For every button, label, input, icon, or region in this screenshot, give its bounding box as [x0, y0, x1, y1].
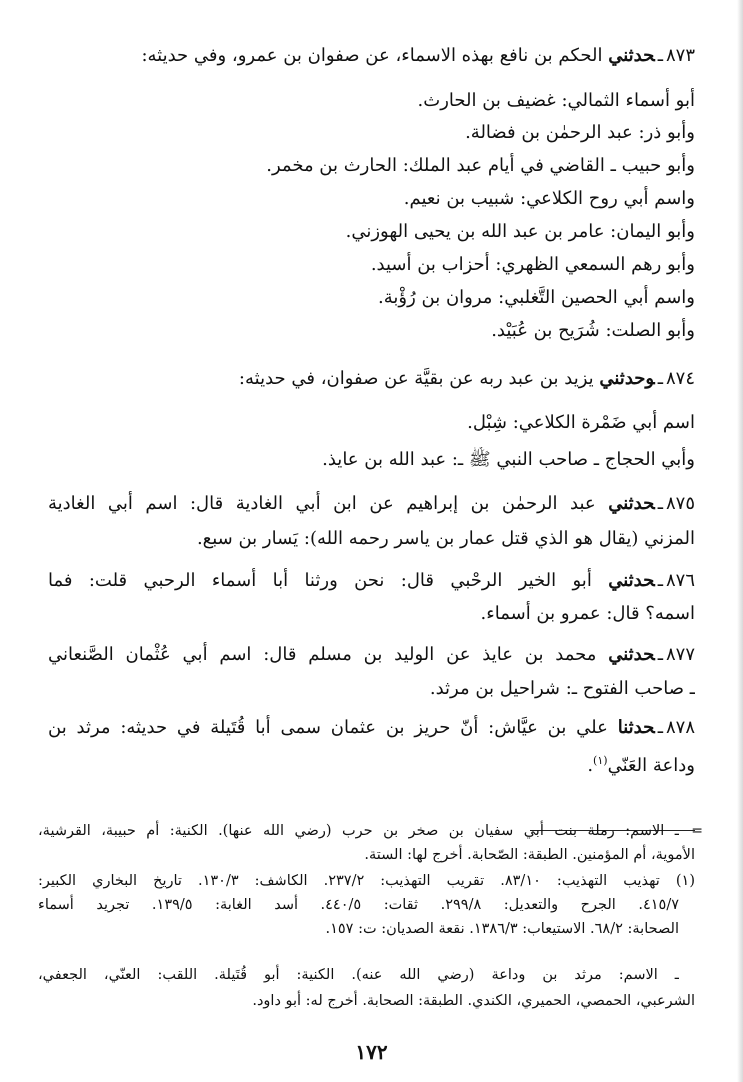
name-line: وأبو اليمان: عامر بن عبد الله بن يحيى الهوزني.	[345, 221, 695, 242]
name-line: واسم أبي روح الكلاعي: شبيب بن نعيم.	[403, 188, 695, 209]
hadith-875-line1: ٨٧٥ـحدثني عبد الرحمٰن بن إبراهيم عن ابن أبي الغادية قال: اسم أبي الغادية	[48, 493, 695, 514]
continuation-mark: =	[691, 823, 703, 839]
name-line: وأبي الحجاج ـ صاحب النبي ﷺ ـ: عبد الله بن عايذ.	[322, 449, 695, 470]
narration-lead: وحدثني	[599, 368, 655, 389]
hadith-876-line1: ٨٧٦ـحدثني أبو الخير الرحْبي قال: نحن ورثنا أبا أسماء الرحبي قلت: فما	[48, 570, 695, 591]
hadith-text: علي بن عيَّاش: أنّ حريز بن عثمان سمى أبا قُتَيلة في حديثه: مرثد بن	[48, 717, 608, 738]
hadith-text: وداعة العَنّي	[607, 755, 695, 776]
name-line: أبو أسماء الثمالي: غضيف بن الحارث.	[417, 90, 695, 111]
footnote-1-line3: الصحابة: ٦٨/٢. الاستيعاب: ١٣٨٦/٣. نقعة الصديان: ت: ١٥٧.	[325, 921, 679, 937]
hadith-text: عبد الرحمٰن بن إبراهيم عن ابن أبي الغادية قال: اسم أبي الغادية	[48, 493, 596, 514]
footnote-1-line4: ـ الاسم: مرثد بن وداعة (رضي الله عنه). الكنية: أبو قُتَيلة. اللقب: العنّي، الجعفي،	[38, 967, 679, 983]
page-number: ١٧٢	[355, 1040, 388, 1064]
hadith-876-line2: اسمه؟ قال: عمرو بن أسماء.	[480, 603, 695, 624]
footnote-continued-line2: الأموية، أم المؤمنين. الطبقة: الصّحابة. أخرج لها: الستة.	[364, 847, 695, 863]
hadith-text: أبو الخير الرحْبي قال: نحن ورثنا أبا أسماء الرحبي قلت: فما	[48, 570, 592, 591]
hadith-877-line1: ٨٧٧ـحدثني محمد بن عايذ عن الوليد بن مسلم قال: اسم أبي عُثْمان الصَّنعاني	[48, 644, 695, 665]
hadith-874-heading: ٨٧٤ـوحدثني يزيد بن عبد ربه عن بقيَّة عن صفوان، في حديثه:	[238, 368, 695, 389]
name-line: اسم أبي ضَمْرة الكلاعي: شِبْل.	[467, 412, 695, 433]
footnote-continued-line1: ـ الاسم: رملة بنت أبي سفيان بن صخر بن حرب (رضي الله عنها). الكنية: أم حبيبة، القرشية،	[38, 823, 679, 839]
footnote-ref: (١)	[593, 754, 608, 767]
hadith-878-line1: ٨٧٨ـحدثنا علي بن عيَّاش: أنّ حريز بن عثمان سمى أبا قُتَيلة في حديثه: مرثد بن	[48, 717, 695, 738]
hadith-number: ٨٧٦	[665, 570, 695, 591]
footnote-1-line2: ٤١٥/٧. الجرح والتعديل: ٢٩٩/٨. ثقات: ٤٤٠/٥. أسد الغابة: ١٣٩/٥. تجريد أسماء	[38, 897, 679, 913]
hadith-text: الحكم بن نافع بهذه الاسماء، عن صفوان بن عمرو، وفي حديثه:	[141, 45, 603, 66]
hadith-number: ٨٧٧	[665, 644, 695, 665]
footnote-text: تهذيب التهذيب: ٨٣/١٠. تقريب التهذيب: ٢٣٧/٢. الكاشف: ١٣٠/٣. تاريخ البخاري الكبير:	[38, 873, 660, 889]
narration-lead: حدثنا	[617, 717, 655, 738]
footnote-1-line5: الشرعبي، الحمصي، الحميري، الكندي. الطبقة: الصحابة. أخرج له: أبو داود.	[252, 993, 695, 1009]
narration-lead: حدثني	[608, 493, 655, 514]
name-line: واسم أبي الحصين التَّغلبي: مروان بن رُؤْبة.	[378, 287, 695, 308]
hadith-number: ٨٧٤	[665, 368, 695, 389]
name-line: وأبو حبيب ـ القاضي في أيام عبد الملك: الحارث بن مخمر.	[266, 155, 695, 176]
hadith-text: يزيد بن عبد ربه عن بقيَّة عن صفوان، في حديثه:	[238, 368, 594, 389]
name-line: وأبو الصلت: شُرَيح بن عُبَيْد.	[491, 320, 695, 341]
hadith-number: ٨٧٣	[665, 45, 695, 66]
page-edge-shadow	[737, 0, 743, 1082]
footnote-1-line1	[38, 870, 695, 892]
narration-lead: حدثني	[608, 644, 655, 665]
hadith-873-heading: ٨٧٣ـحدثني الحكم بن نافع بهذه الاسماء، عن صفوان بن عمرو، وفي حديثه:	[141, 45, 695, 66]
narration-lead: حدثني	[608, 570, 655, 591]
hadith-number: ٨٧٨	[665, 717, 695, 738]
footnote-number: (١)	[675, 873, 695, 889]
narration-lead: حدثني	[608, 45, 655, 66]
name-line: وأبو ذر: عبد الرحمٰن بن فضالة.	[465, 122, 695, 143]
name-line: وأبو رهم السمعي الظهري: أحزاب بن أسيد.	[370, 254, 695, 275]
hadith-number: ٨٧٥	[665, 493, 695, 514]
hadith-877-line2: ـ صاحب الفتوح ـ: شراحيل بن مرثد.	[429, 678, 695, 699]
hadith-878-line2: وداعة العَنّي$^{(١)}$.	[587, 754, 695, 776]
hadith-text: محمد بن عايذ عن الوليد بن مسلم قال: اسم أبي عُثْمان الصَّنعاني	[48, 644, 597, 665]
hadith-875-line2: المزني (يقال هو الذي قتل عمار بن ياسر رحمه الله): يَسار بن سبع.	[196, 528, 695, 549]
